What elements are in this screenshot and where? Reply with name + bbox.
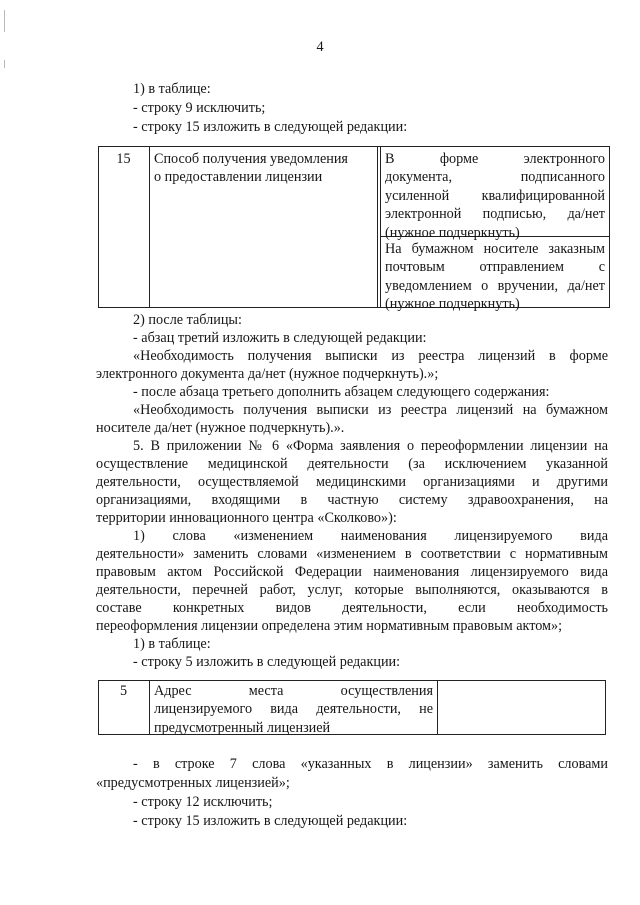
paragraph-line: - после абзаца третьего дополнить абзацем следующего содержания: bbox=[133, 384, 550, 400]
paragraph-line: 2) после таблицы: bbox=[133, 312, 242, 328]
paragraph-line: деятельности, осуществляемой медицинскими организациями и другими bbox=[96, 474, 608, 490]
table-option-electronic: В форме электронного документа, подписанного усиленной квалифицированной электронной подписью, да/нет (нужное подчеркнуть) bbox=[385, 151, 605, 241]
paragraph-line: составе конкретных видов деятельности, если необходимость bbox=[96, 600, 608, 616]
paragraph-line: носителе да/нет (нужное подчеркнуть).». bbox=[96, 420, 345, 436]
paragraph-line: - строку 5 изложить в следующей редакции: bbox=[133, 654, 401, 670]
paragraph-line: - строку 9 исключить; bbox=[133, 100, 266, 116]
paragraph-line: осуществление медицинской деятельности (за исключением указанной bbox=[96, 456, 608, 472]
table-border bbox=[380, 146, 381, 308]
table-row-number: 15 bbox=[116, 151, 131, 167]
table-border bbox=[98, 146, 99, 308]
table-border bbox=[609, 146, 610, 308]
paragraph-line: деятельности» заменить словами «изменением в соответствии с нормативным bbox=[96, 546, 608, 562]
paragraph-line: переоформления лицензии определена этим нормативным правовым актом»; bbox=[96, 618, 563, 634]
paragraph-line: - строку 15 изложить в следующей редакции: bbox=[133, 813, 408, 829]
table-border bbox=[437, 680, 438, 735]
table-border bbox=[377, 146, 378, 308]
table-border bbox=[605, 680, 606, 735]
table-row-number: 5 bbox=[119, 683, 128, 699]
table-row-label: Способ получения уведомления о предоставлении лицензии bbox=[154, 151, 348, 186]
scan-edge-mark bbox=[4, 60, 5, 68]
paragraph-line: 5. В приложении № 6 «Форма заявления о переоформлении лицензии на bbox=[133, 438, 608, 454]
page-number: 4 bbox=[316, 39, 324, 55]
table-border bbox=[98, 146, 610, 147]
table-border bbox=[149, 680, 150, 735]
paragraph-line: организациями, входящими в частную систему здравоохранения, на bbox=[96, 492, 608, 508]
table-row-label: Адрес места осуществления лицензируемого вида деятельности, не предусмотренный лицензией bbox=[154, 683, 433, 736]
paragraph-line: электронного документа да/нет (нужное подчеркнуть).»; bbox=[96, 366, 439, 382]
paragraph-line: деятельности, перечней работ, услуг, которые выполняются, оказываются в bbox=[96, 582, 608, 598]
paragraph-line: - строку 15 изложить в следующей редакции: bbox=[133, 119, 408, 135]
paragraph-line: - строку 12 исключить; bbox=[133, 794, 273, 810]
paragraph-line: - в строке 7 слова «указанных в лицензии» заменить словами bbox=[133, 756, 608, 772]
paragraph-line: - абзац третий изложить в следующей редакции: bbox=[133, 330, 427, 346]
table-option-paper: На бумажном носителе заказным почтовым отправлением с уведомлением о вручении, да/нет (нужное подчеркнуть) bbox=[385, 241, 605, 313]
paragraph-line: 1) в таблице: bbox=[133, 81, 211, 97]
paragraph-line: «Необходимость получения выписки из реестра лицензий на бумажном bbox=[133, 402, 608, 418]
paragraph-line: 1) в таблице: bbox=[133, 636, 211, 652]
paragraph-line: правовым актом Российской Федерации наименования лицензируемого вида bbox=[96, 564, 608, 580]
scan-edge-mark bbox=[4, 10, 5, 32]
paragraph-line: территории инновационного центра «Сколково»): bbox=[96, 510, 397, 526]
paragraph-line: «предусмотренных лицензией»; bbox=[96, 775, 290, 791]
table-border bbox=[98, 680, 606, 681]
paragraph-line: 1) слова «изменением наименования лицензируемого вида bbox=[133, 528, 608, 544]
paragraph-line: «Необходимость получения выписки из реестра лицензий в форме bbox=[133, 348, 608, 364]
table-border bbox=[149, 146, 150, 308]
